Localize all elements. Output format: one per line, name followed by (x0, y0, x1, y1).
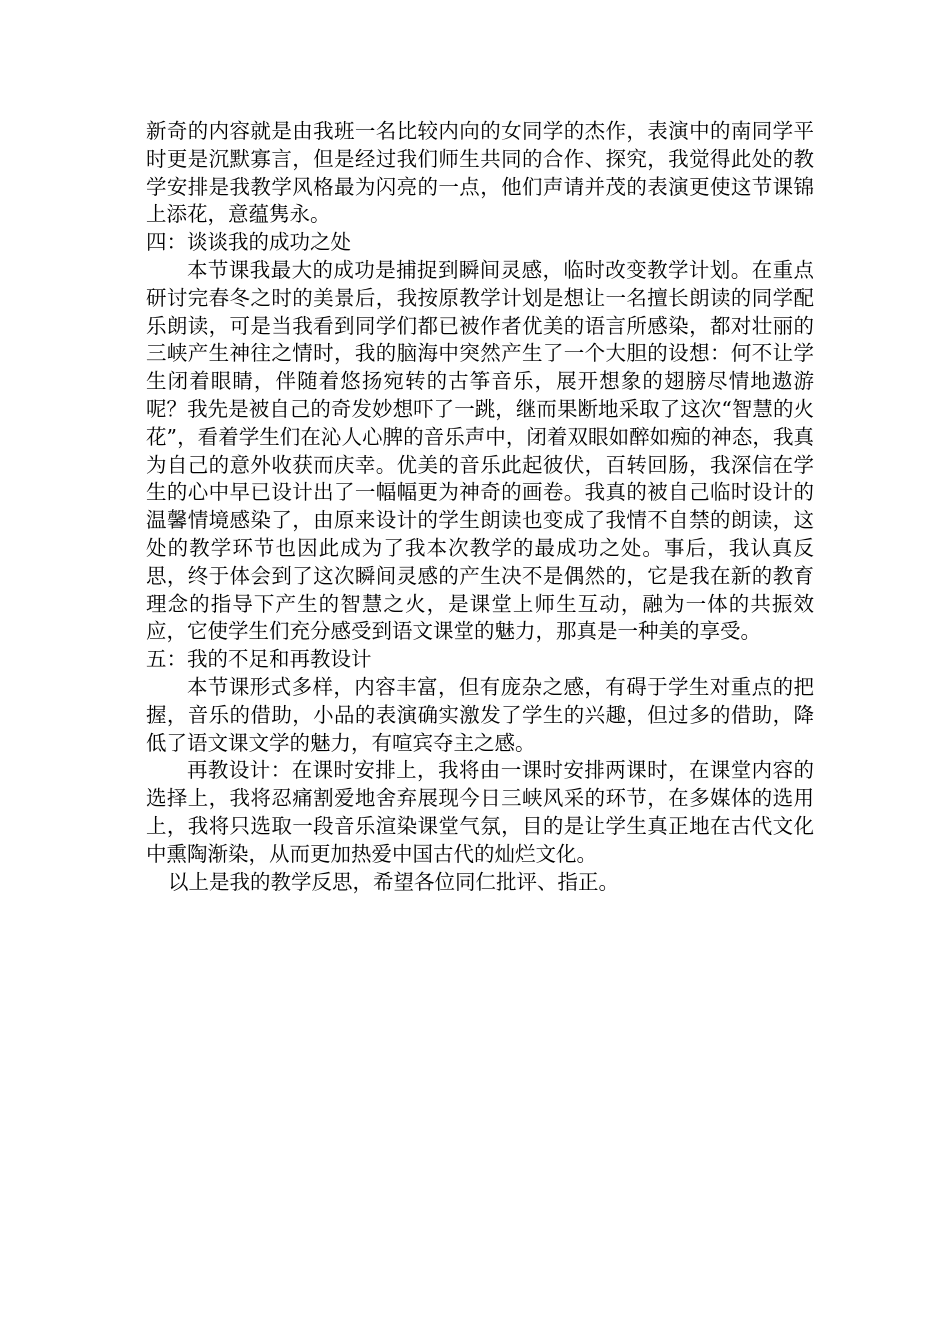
paragraph-shortcomings: 本节课形式多样，内容丰富，但有庞杂之感，有碍于学生对重点的把握，音乐的借助，小品的表演确实激发了学生的兴趣，但过多的借助，降低了语文课文学的魅力，有喧宾夺主之感。 (146, 674, 814, 755)
document-body (146, 118, 814, 896)
paragraph-success: 本节课我最大的成功是捕捉到瞬间灵感，临时改变教学计划。在重点研讨完春冬之时的美景后，我按原教学计划是想让一名擅长朗读的同学配乐朗读，可是当我看到同学们都已被作者优美的语言所感染，都对壮丽的三峡产生神往之情时，我的脑海中突然产生了一个大胆的设想：何不让学生闭着眼睛，伴随着悠扬宛转的古筝音乐，展开想象的翅膀尽情地遨游呢？我先是被自己的奇发妙想吓了一跳，继而果断地采取了这次“智慧的火花”，看着学生们在沁人心脾的音乐声中，闭着双眼如醉如痴的神态，我真为自己的意外收获而庆幸。优美的音乐此起彼伏，百转回肠，我深信在学生的心中早已设计出了一幅幅更为神奇的画卷。我真的被自己临时设计的温馨情境感染了，由原来设计的学生朗读也变成了我情不自禁的朗读，这处的教学环节也因此成为了我本次教学的最成功之处。事后，我认真反思，终于体会到了这次瞬间灵感的产生决不是偶然的，它是我在新的教育理念的指导下产生的智慧之火，是课堂上师生互动，融为一体的共振效应，它使学生们充分感受到语文课堂的魅力，那真是一种美的享受。 (146, 257, 814, 644)
paragraph-redesign: 再教设计：在课时安排上，我将由一课时安排两课时，在课堂内容的选择上，我将忍痛割爱地舍弃展现今日三峡风采的环节，在多媒体的选用上，我将只选取一段音乐渲染课堂气氛，目的是让学生真正地在古代文化中熏陶渐染，从而更加热爱中国古代的灿烂文化。 (146, 758, 814, 866)
paragraph-closing: 以上是我的教学反思，希望各位同仁批评、指正。 (168, 869, 619, 894)
section-heading-success: 四：谈谈我的成功之处 (146, 230, 351, 255)
section-heading-shortcomings: 五：我的不足和再教设计 (146, 647, 372, 672)
paragraph-continuation: 新奇的内容就是由我班一名比较内向的女同学的杰作，表演中的南同学平时更是沉默寡言，但是经过我们师生共同的合作、探究，我觉得此处的教学安排是我教学风格最为闪亮的一点，他们声请并茂的表演更使这节课锦上添花，意蕴隽永。 (146, 119, 814, 227)
